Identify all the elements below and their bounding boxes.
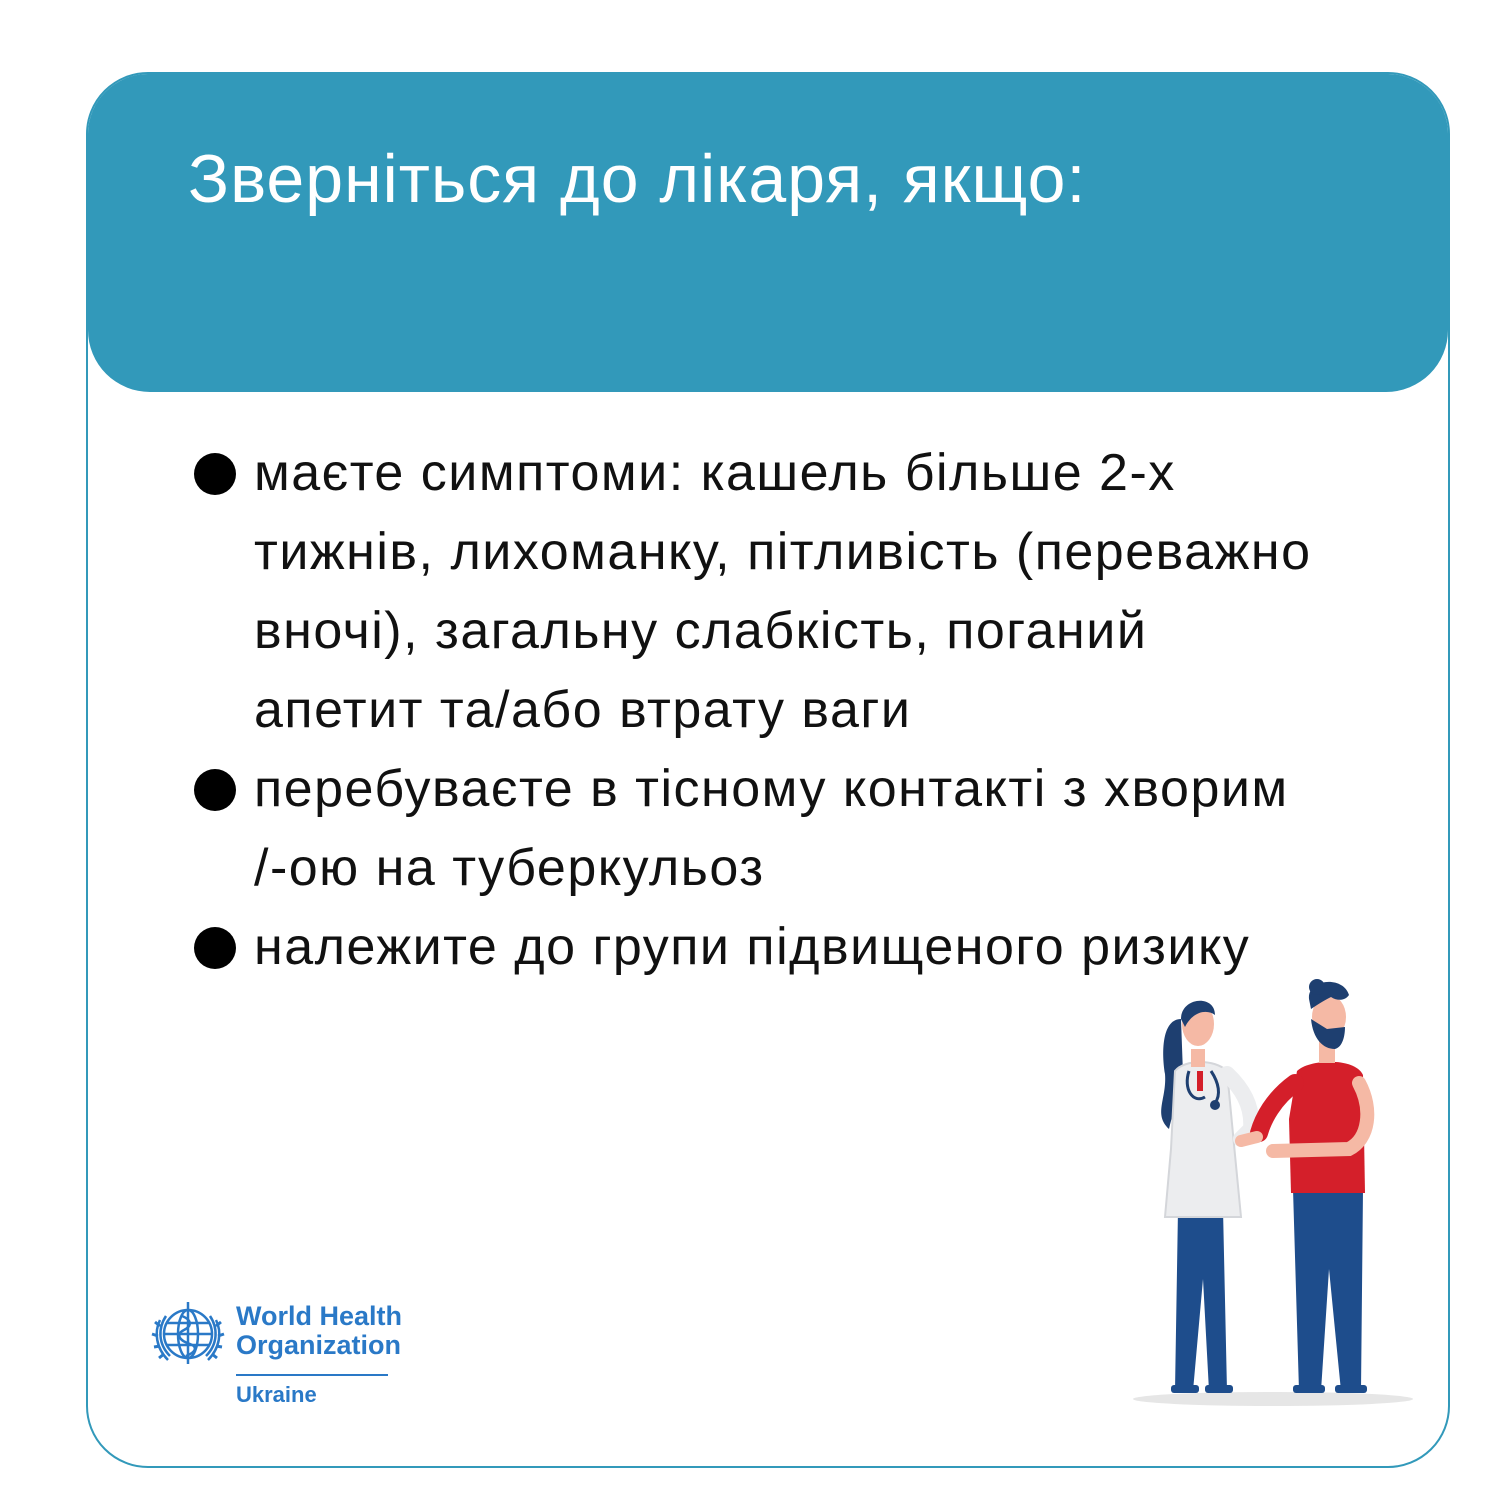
info-card [86,72,1450,1468]
list-item [194,434,1314,750]
who-emblem-icon [146,1292,230,1376]
list-item-text: перебуваєте в тісному контакті з хворим /-ою на туберкульоз [254,760,1289,897]
doctor-patient-illustration [1123,979,1413,1419]
list-item [194,908,1314,987]
bullet-icon [194,769,236,811]
symptom-list [194,434,1314,987]
bullet-icon [194,453,236,495]
logo-divider [236,1374,388,1376]
page-title: Зверніться до лікаря, якщо: [188,141,1087,217]
who-name: World Health Organization [236,1301,403,1360]
list-item [194,750,1314,908]
list-item-text: належите до групи підвищеного ризику [254,918,1251,976]
bullet-icon [194,927,236,969]
who-logo [146,1286,406,1416]
who-country: Ukraine [236,1382,317,1407]
patient-legs [1293,1189,1363,1391]
doctor-legs [1175,1209,1227,1391]
header-banner [88,74,1448,392]
ground-shadow [1133,1392,1413,1406]
list-item-text: маєте симптоми: кашель більше 2-х тижнів, лихоманку, пітливість (переважно вночі), загальну слабкість, поганий апетит та/або втрату ваги [254,444,1312,739]
